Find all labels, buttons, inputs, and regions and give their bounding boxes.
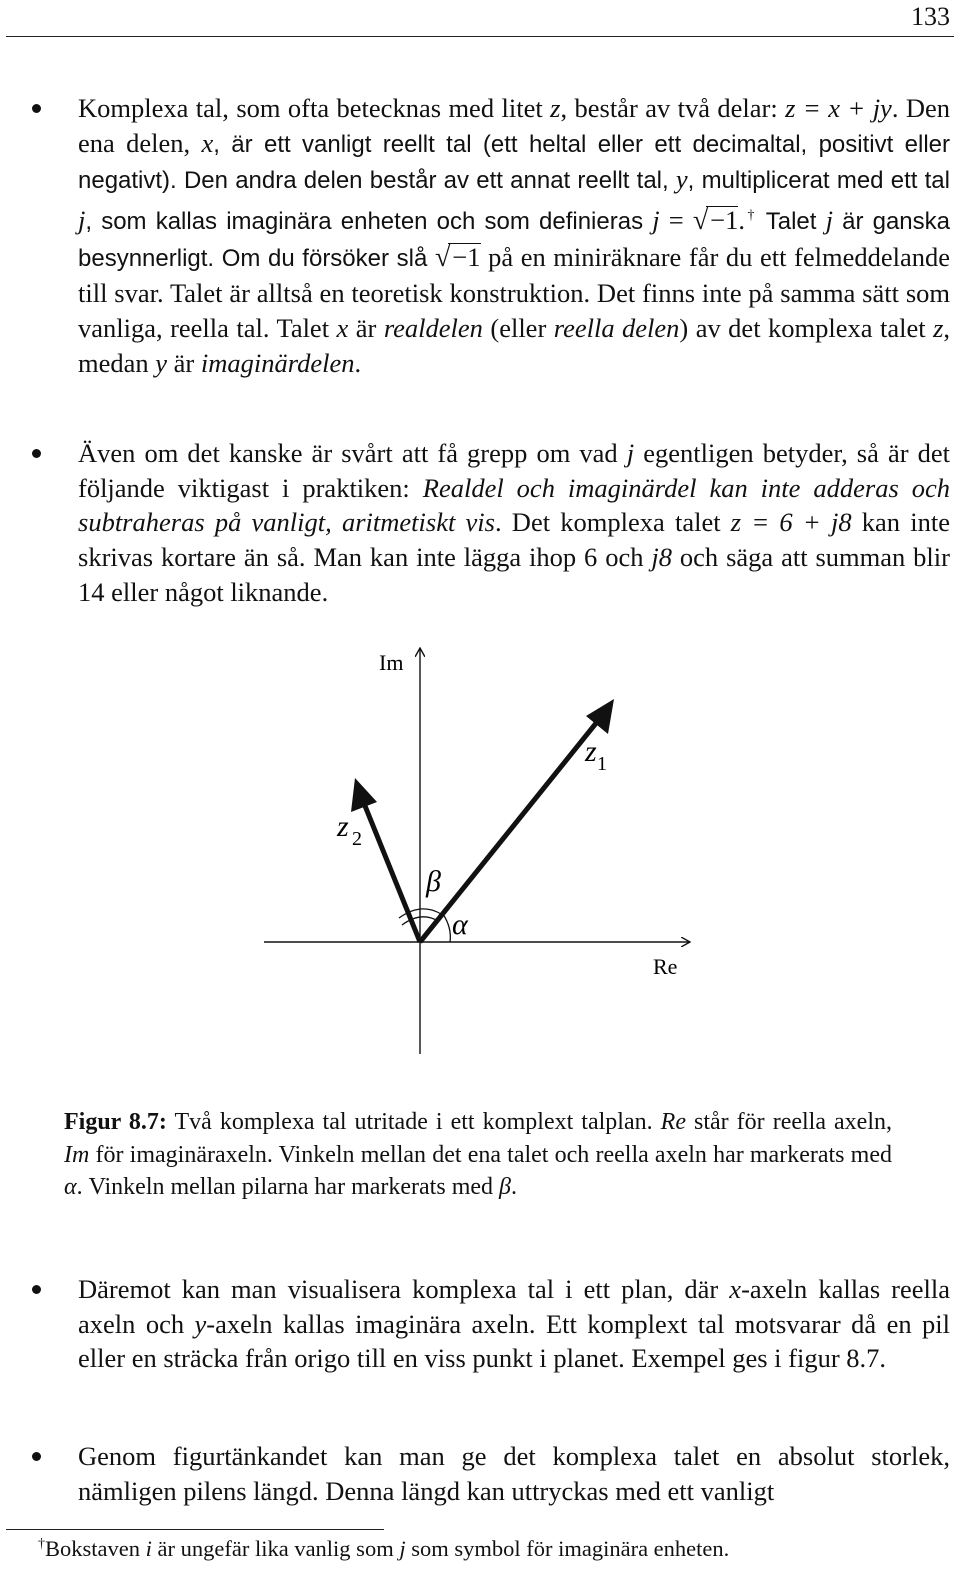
sqrt-sign: √: [434, 241, 451, 273]
paragraph-text: Även om det kanske är svårt att få grepp om vad j egentligen betyder, så är det följande viktigast i praktiken: Realdel och imaginärdel kan inte adderas och subtraheras på vanligt, aritmetiskt vis. Det komplexa talet z = 6 + j8 kan inte skrivas kortare än så. Man kan inte lägga ihop 6 och j8 och säga att summan blir 14 eller något liknande.: [78, 438, 951, 607]
footnote: †Bokstaven i är ungefär lika vanlig som j som symbol för imaginära enheten.: [38, 1536, 730, 1561]
page-number: 133: [911, 2, 950, 31]
footnote-rule: [6, 1529, 384, 1530]
paragraph-text: Genom figurtänkandet kan man ge det komplexa talet en absolut storlek, nämligen pilens längd. Denna längd kan uttryckas med ett vanligt: [78, 1441, 950, 1506]
z2-label: z: [337, 810, 349, 843]
bullet-complex-numbers: [78, 91, 950, 380]
beta-label: β: [426, 865, 441, 898]
alpha-label: α: [452, 908, 468, 941]
z1-label: z: [585, 735, 597, 768]
angle-alpha-arc: [443, 914, 450, 942]
bullet-real-imag-parts: [78, 436, 950, 610]
bullet-absolute-size: [78, 1439, 950, 1508]
paragraph-text: Komplexa tal, som ofta betecknas med litet z, består av två delar: z = x + jy. Den ena delen, x, är ett vanligt reellt tal (ett heltal eller ett decimaltal, positivt eller negativt). Den andra delen består av ett annat reellt tal, y, multiplicerat med ett tal j, som kallas imaginära enheten och som definieras j = √−1.† Talet j är ganska besynnerligt. Om du försöker slå √−1 på en miniräknare får du ett felmeddelande till svar. Talet är alltså en teoretisk konstruktion. Det finns inte på samma sätt som vanliga, reella tal. Talet x är realdelen (eller reella delen) av det komplexa talet z, medan y är imaginärdelen.: [78, 93, 951, 378]
z2-subscript: 2: [352, 828, 362, 850]
re-label: Re: [653, 954, 678, 979]
emphasis-text: Realdel och imaginärdel kan inte adderas och subtraheras på vanligt, aritmetiskt vis: [78, 472, 950, 538]
z1-arrow-shaft: [420, 717, 601, 942]
bullet-complex-plane: [78, 1272, 950, 1376]
footnote-mark: †: [745, 208, 757, 224]
sqrt-radicand: −1: [448, 243, 480, 270]
sqrt-radicand: −1: [706, 206, 738, 233]
z1-subscript: 1: [597, 753, 607, 775]
figure-caption: [64, 1106, 892, 1204]
sqrt-sign: √: [692, 204, 709, 236]
complex-plane-figure: [0, 636, 960, 1096]
caption-text: Figur 8.7: Två komplexa tal utritade i ett komplext talplan. Re står för reella axeln, Im för imaginäraxeln. Vinkeln mellan det ena talet och reella axeln har markerats med α. Vinkeln mellan pilarna har markerats med β.: [64, 1109, 892, 1200]
paragraph-text: Däremot kan man visualisera komplexa tal i ett plan, där x-axeln kallas reella axeln och y-axeln kallas imaginära axeln. Ett komplext tal motsvarar då en pil eller en sträcka från origo till en viss punkt i planet. Exempel ges i figur 8.7.: [78, 1274, 951, 1374]
z2-arrowhead: [351, 778, 377, 812]
im-label: Im: [379, 650, 404, 675]
header-rule: [6, 36, 954, 37]
